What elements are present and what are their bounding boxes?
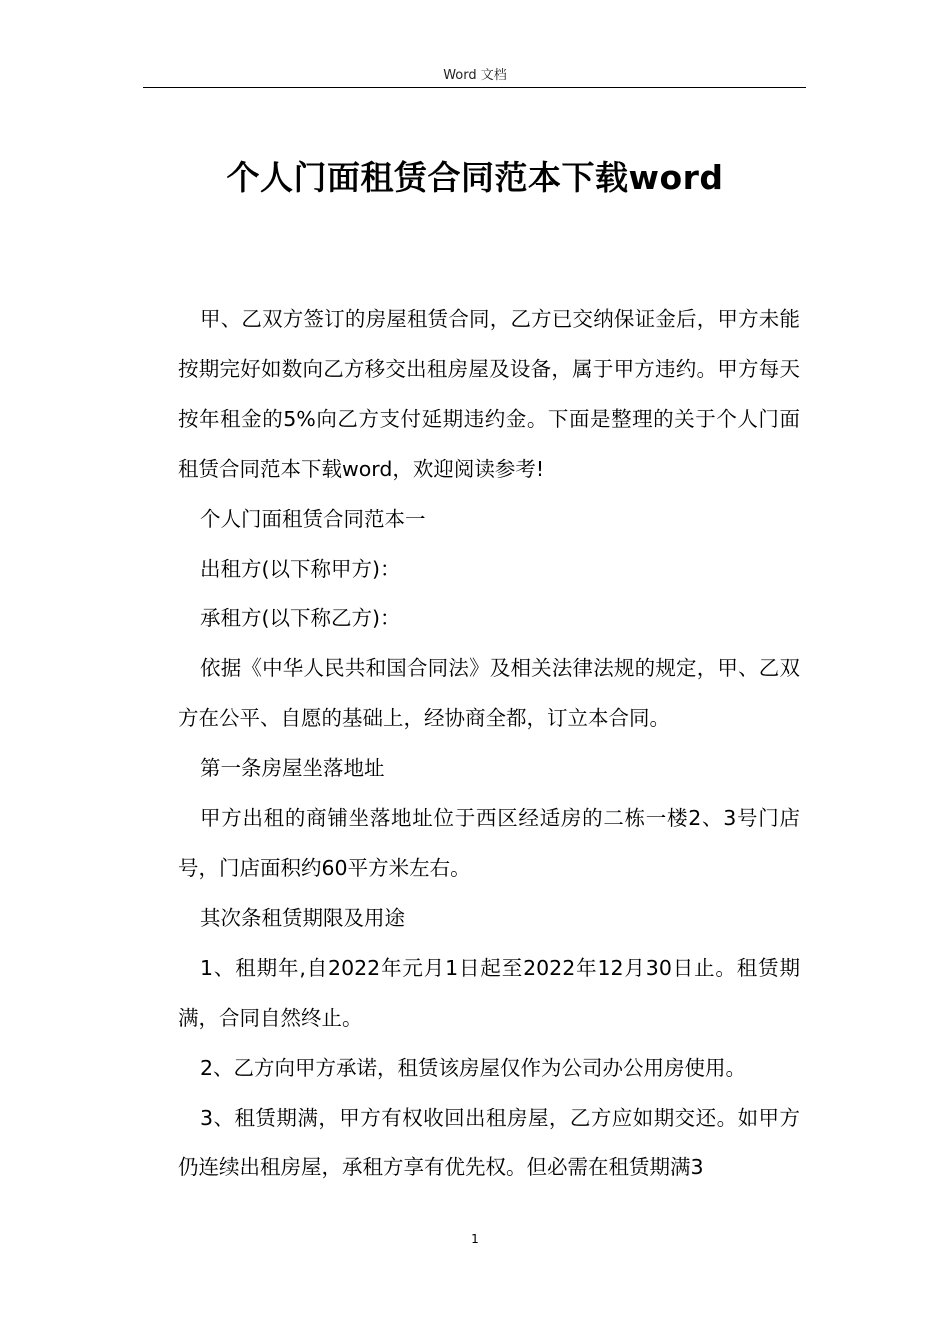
paragraph-article-one-heading: 第一条房屋坐落地址 [200, 756, 385, 781]
header-divider [143, 87, 806, 88]
document-body [178, 295, 800, 1193]
paragraph-article-one-body: 甲方出租的商铺坐落地址位于西区经适房的二栋一楼2、3号门店号，门店面积约60平方米左右。 [178, 806, 800, 880]
paragraph-intro: 甲、乙双方签订的房屋租赁合同，乙方已交纳保证金后，甲方未能按期完好如数向乙方移交出租房屋及设备，属于甲方违约。甲方每天按年租金的5%向乙方支付延期违约金。下面是整理的关于个人门面租赁合同范本下载word，欢迎阅读参考! [178, 307, 800, 481]
page-number: 1 [471, 1232, 479, 1246]
paragraph-legal-basis: 依据《中华人民共和国合同法》及相关法律法规的规定，甲、乙双方在公平、自愿的基础上，经协商全都，订立本合同。 [178, 656, 800, 731]
header-label: Word 文档 [443, 68, 507, 83]
paragraph-clause-3: 3、租赁期满，甲方有权收回出租房屋，乙方应如期交还。如甲方仍连续出租房屋，承租方享有优先权。但必需在租赁期满3 [178, 1105, 800, 1180]
paragraph-clause-2: 2、乙方向甲方承诺，租赁该房屋仅作为公司办公用房使用。 [200, 1055, 747, 1080]
paragraph-lessor: 出租方(以下称甲方)： [200, 556, 401, 581]
paragraph-article-two-heading: 其次条租赁期限及用途 [200, 905, 405, 930]
paragraph-heading-sample-one: 个人门面租赁合同范本一 [200, 506, 426, 531]
paragraph-clause-1: 1、租期年,自2022年元月1日起至2022年12月30日止。租赁期满，合同自然终止。 [178, 955, 800, 1030]
document-title: 个人门面租赁合同范本下载word [226, 158, 724, 197]
paragraph-lessee: 承租方(以下称乙方)： [200, 606, 401, 631]
